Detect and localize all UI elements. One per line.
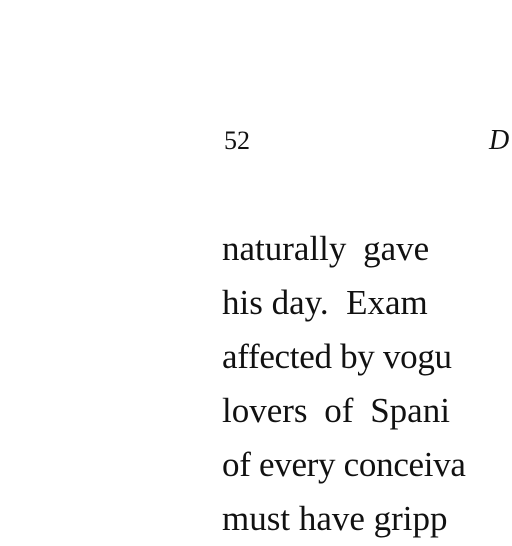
text-line: affected by vogu bbox=[222, 337, 452, 376]
text-line: must have gripp bbox=[222, 499, 448, 538]
text-line: naturally gave bbox=[222, 229, 430, 268]
body-text bbox=[222, 222, 512, 546]
running-head: D bbox=[489, 125, 510, 156]
text-line: lovers of Spani bbox=[222, 391, 450, 430]
text-line: of every conceiva bbox=[222, 445, 466, 484]
page-number: 52 bbox=[224, 126, 250, 155]
text-line: his day. Exam bbox=[222, 283, 428, 322]
